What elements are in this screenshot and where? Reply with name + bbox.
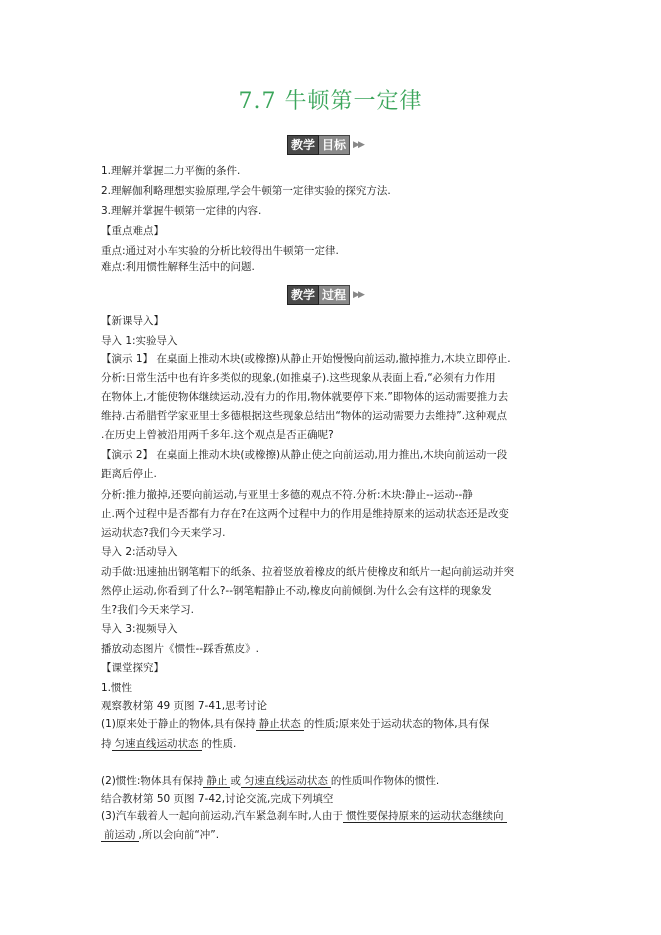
activity-text: 生?我们今天来学习. <box>101 604 194 616</box>
answer-blank: 匀速直线运动状态 <box>241 775 331 788</box>
banner-label-part2: 目标 <box>319 135 350 155</box>
teaching-process-banner <box>287 286 363 304</box>
question-3-line-2: 前运动 ,所以会向前“冲”. <box>101 828 219 842</box>
demo-text: 在物体上,才能使物体继续运动,没有力的作用,物体就要停下来.”即物体的运动需要推力去 <box>101 391 509 403</box>
activity-text: 动手做:迅速抽出钢笔帽下的纸条、拉着竖放着橡皮的纸片使橡皮和纸片一起向前运动并突 <box>101 566 515 578</box>
subsection-heading: 1.惯性 <box>101 682 133 694</box>
difficulty-point: 难点:利用惯性解释生活中的问题. <box>101 261 255 273</box>
demo-text: 分析:日常生活中也有许多类似的现象,(如推桌子).这些现象从表面上看,“必须有力作用 <box>101 372 496 384</box>
page-title: 7.7 牛顿第一定律 <box>238 89 423 114</box>
intro-label: 导入 1:实验导入 <box>101 335 178 347</box>
demo-text: 【演示 2】 在桌面上推动木块(或橡擦)从静止使之向前运动,用力推出,木块向前运动一段 <box>101 449 508 461</box>
goal-item: 2.理解伽利略理想实验原理,学会牛顿第一定律实验的探究方法. <box>101 185 391 197</box>
combine-text: 结合教材第 50 页图 7-42,讨论交流,完成下列填空 <box>101 793 334 805</box>
demo-text: 【演示 1】 在桌面上推动木块(或橡擦)从静止开始慢慢向前运动,撤掉推力,木块立即停止. <box>101 353 511 365</box>
demo-text: 距离后停止. <box>101 468 157 480</box>
demo-text: 运动状态?我们今天来学习. <box>101 527 226 539</box>
banner-label-part1: 教学 <box>287 285 319 305</box>
double-arrow-icon: ▶▶ <box>353 290 363 300</box>
teaching-goals-banner <box>287 136 363 154</box>
answer-blank: 静止 <box>203 775 230 788</box>
section-heading: 【重点难点】 <box>101 225 164 237</box>
answer-blank: 匀速直线运动状态 <box>112 738 202 751</box>
demo-text: 止.两个过程中是否都有力存在?在这两个过程中力的作用是维持原来的运动状态还是改变 <box>101 508 509 520</box>
goal-item: 1.理解并掌握二力平衡的条件. <box>101 165 241 177</box>
key-point: 重点:通过对小车实验的分析比较得出牛顿第一定律. <box>101 245 339 257</box>
question-1-line-1: (1)原来处于静止的物体,具有保持 静止状态 的性质;原来处于运动状态的物体,具有保 <box>101 718 490 730</box>
demo-text: 分析:推力撤掉,还要向前运动,与亚里士多德的观点不符.分析:木块:静止--运动--静 <box>101 489 473 501</box>
video-text: 播放动态图片《惯性--踩香蕉皮》. <box>101 643 259 655</box>
intro-label: 导入 2:活动导入 <box>101 546 178 558</box>
answer-blank: 静止状态 <box>256 718 304 731</box>
section-heading: 【新课导入】 <box>101 315 164 327</box>
banner-label-part2: 过程 <box>319 285 350 305</box>
double-arrow-icon: ▶▶ <box>353 140 363 150</box>
activity-text: 然停止运动,你看到了什么?--钢笔帽静止不动,橡皮向前倾倒.为什么会有这样的现象发 <box>101 585 492 597</box>
answer-blank: 前运动 <box>101 829 139 842</box>
answer-blank: 惯性要保持原来的运动状态继续向 <box>343 810 507 823</box>
observe-text: 观察教材第 49 页图 7-41,思考讨论 <box>101 700 268 712</box>
goal-item: 3.理解并掌握牛顿第一定律的内容. <box>101 205 262 217</box>
intro-label: 导入 3:视频导入 <box>101 623 178 635</box>
banner-label-part1: 教学 <box>287 135 319 155</box>
question-1-line-2: 持 匀速直线运动状态 的性质. <box>101 738 237 750</box>
demo-text: .在历史上曾被沿用两千多年.这个观点是否正确呢? <box>101 429 334 441</box>
question-3-line-1: (3)汽车载着人一起向前运动,汽车紧急刹车时,人由于 惯性要保持原来的运动状态继续向 <box>101 809 507 823</box>
section-heading: 【课堂探究】 <box>101 662 164 674</box>
demo-text: 维持.古希腊哲学家亚里士多德根据这些现象总结出“物体的运动需要力去维持”.这种观点 <box>101 410 508 422</box>
question-2: (2)惯性:物体具有保持 静止 或 匀速直线运动状态 的性质叫作物体的惯性. <box>101 775 440 787</box>
